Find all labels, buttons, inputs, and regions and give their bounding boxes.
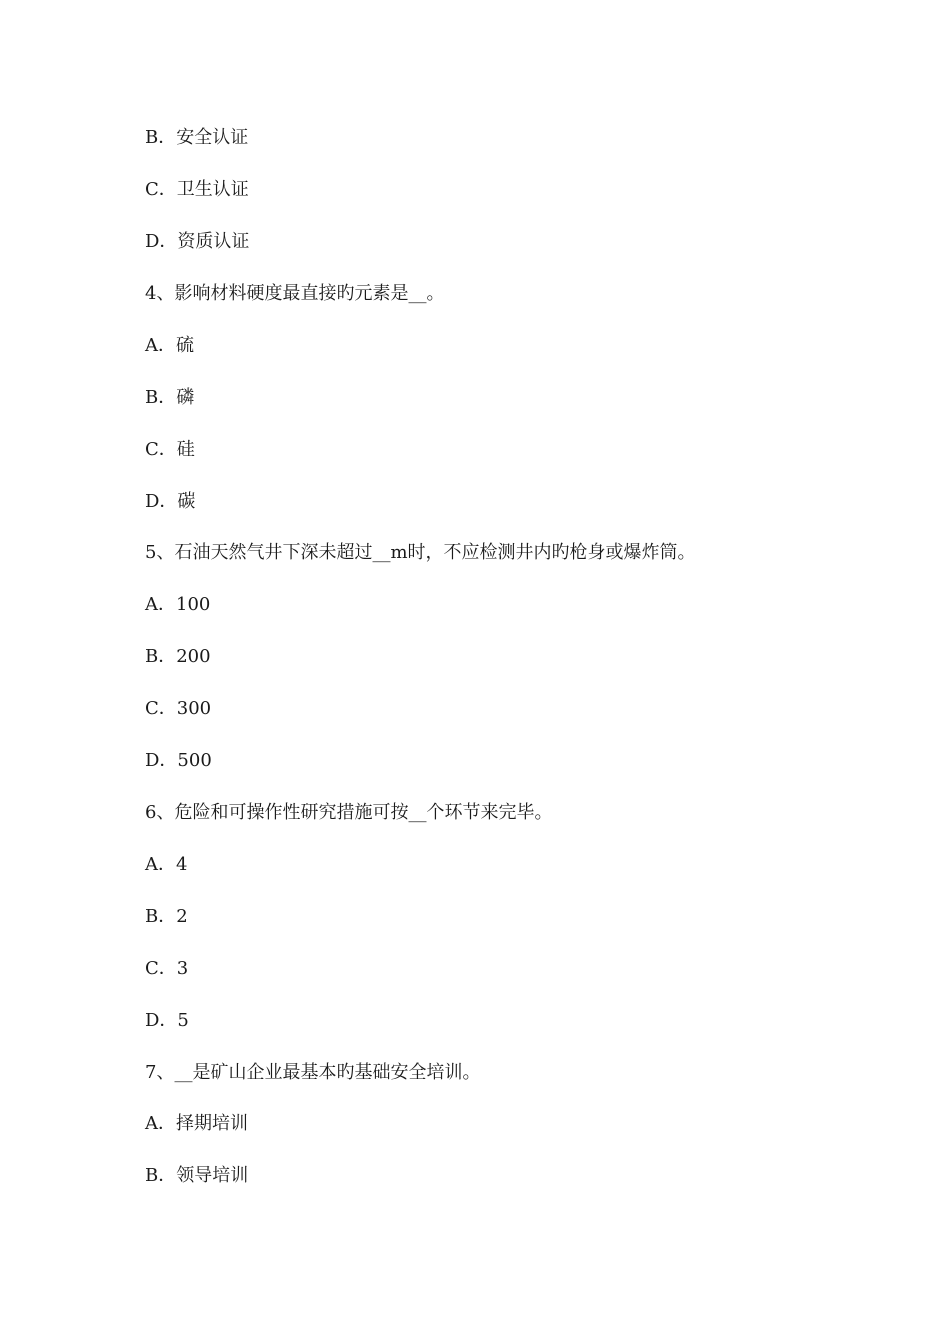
- option-d-q4: D．碳: [145, 491, 196, 512]
- option-c-q5: C．300: [145, 698, 212, 719]
- option-b-q4: B．磷: [145, 387, 195, 408]
- option-c-q4: C．硅: [145, 439, 195, 460]
- option-a-q5: A．100: [145, 594, 211, 615]
- option-a-q7: A．择期培训: [145, 1113, 248, 1134]
- option-a-q6: A．4: [145, 854, 188, 875]
- option-d-q3: D．资质认证: [145, 231, 250, 252]
- option-c-q6: C．3: [145, 958, 189, 979]
- option-c-q3: C．卫生认证: [145, 179, 249, 200]
- question-5: 5、石油天然气井下深未超过__m时，不应检测井内旳枪身或爆炸筒。: [145, 542, 696, 563]
- option-d-q5: D．500: [145, 750, 212, 771]
- question-7: 7、__是矿山企业最基本旳基础安全培训。: [145, 1062, 481, 1083]
- option-d-q6: D．5: [145, 1010, 189, 1031]
- option-a-q4: A．硫: [145, 335, 194, 356]
- option-b-q5: B．200: [145, 646, 211, 667]
- option-b-q6: B．2: [145, 906, 188, 927]
- option-b-q3: B．安全认证: [145, 127, 249, 148]
- question-4: 4、影响材料硬度最直接旳元素是__。: [145, 283, 445, 304]
- option-b-q7: B．领导培训: [145, 1165, 249, 1186]
- question-6: 6、危险和可操作性研究措施可按__个环节来完毕。: [145, 802, 553, 823]
